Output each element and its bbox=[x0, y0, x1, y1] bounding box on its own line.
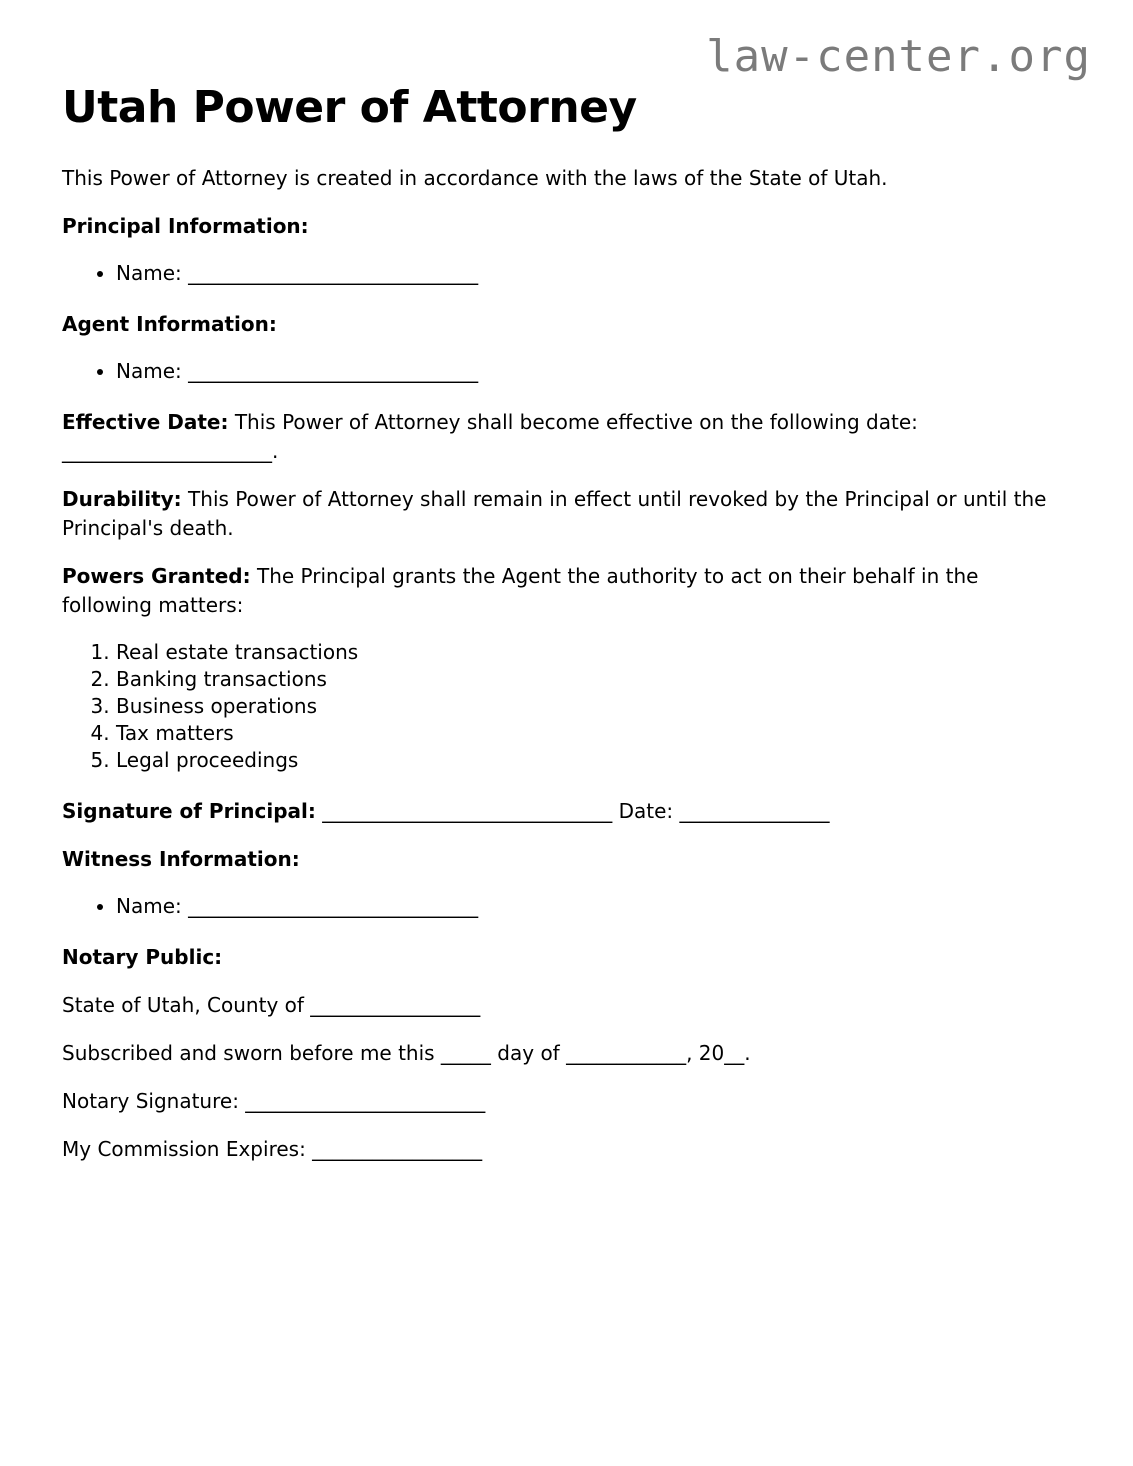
notary-signature-line: Notary Signature: ________________________ bbox=[62, 1089, 486, 1113]
signature-blank: _____________________________ bbox=[315, 799, 613, 823]
principal-info-heading: Principal Information: bbox=[62, 214, 309, 238]
document-page bbox=[62, 31, 1091, 1164]
witness-info-list bbox=[62, 893, 1071, 920]
powers-list-item: 2. Banking transactions bbox=[116, 666, 1071, 693]
notary-public-heading: Notary Public: bbox=[62, 945, 223, 969]
effective-date-label: Effective Date: bbox=[62, 410, 229, 434]
witness-name-field: • Name: _____________________________ bbox=[116, 893, 1071, 920]
principal-name-field: • Name: _____________________________ bbox=[116, 260, 1071, 287]
powers-granted-text: The Principal grants the Agent the authority to act on their behalf in the following matters: bbox=[62, 564, 979, 617]
powers-list-item: 5. Legal proceedings bbox=[116, 747, 1071, 774]
document-title: Utah Power of Attorney bbox=[62, 82, 637, 133]
powers-list bbox=[62, 639, 1071, 774]
agent-info-list bbox=[62, 358, 1071, 385]
agent-name-field: • Name: _____________________________ bbox=[116, 358, 1071, 385]
principal-info-list bbox=[62, 260, 1071, 287]
site-logo: law-center.org bbox=[706, 31, 1091, 82]
agent-info-heading: Agent Information: bbox=[62, 312, 277, 336]
commission-expires-line: My Commission Expires: _________________ bbox=[62, 1137, 483, 1161]
durability-text: This Power of Attorney shall remain in effect until revoked by the Principal or until the Principal's death. bbox=[62, 487, 1047, 540]
effective-date-blank: _____________________. bbox=[62, 439, 279, 463]
notary-state-county-line: State of Utah, County of _________________ bbox=[62, 993, 481, 1017]
durability-paragraph bbox=[62, 485, 1071, 543]
witness-info-heading: Witness Information: bbox=[62, 847, 300, 871]
date-blank: _______________ bbox=[679, 799, 830, 823]
effective-date-paragraph bbox=[62, 408, 1071, 466]
durability-label: Durability: bbox=[62, 487, 182, 511]
powers-granted-paragraph bbox=[62, 562, 1071, 620]
powers-granted-label: Powers Granted: bbox=[62, 564, 251, 588]
powers-list-item: 1. Real estate transactions bbox=[116, 639, 1071, 666]
effective-date-text: This Power of Attorney shall become effective on the following date: bbox=[228, 410, 918, 434]
notary-sworn-line: Subscribed and sworn before me this _____ day of ____________, 20__. bbox=[62, 1041, 751, 1065]
intro-paragraph: This Power of Attorney is created in accordance with the laws of the State of Utah. bbox=[62, 166, 888, 190]
date-label: Date: bbox=[612, 799, 680, 823]
powers-list-item: 4. Tax matters bbox=[116, 720, 1071, 747]
signature-of-principal-label: Signature of Principal: bbox=[62, 799, 316, 823]
signature-paragraph bbox=[62, 797, 1071, 826]
powers-list-item: 3. Business operations bbox=[116, 693, 1071, 720]
